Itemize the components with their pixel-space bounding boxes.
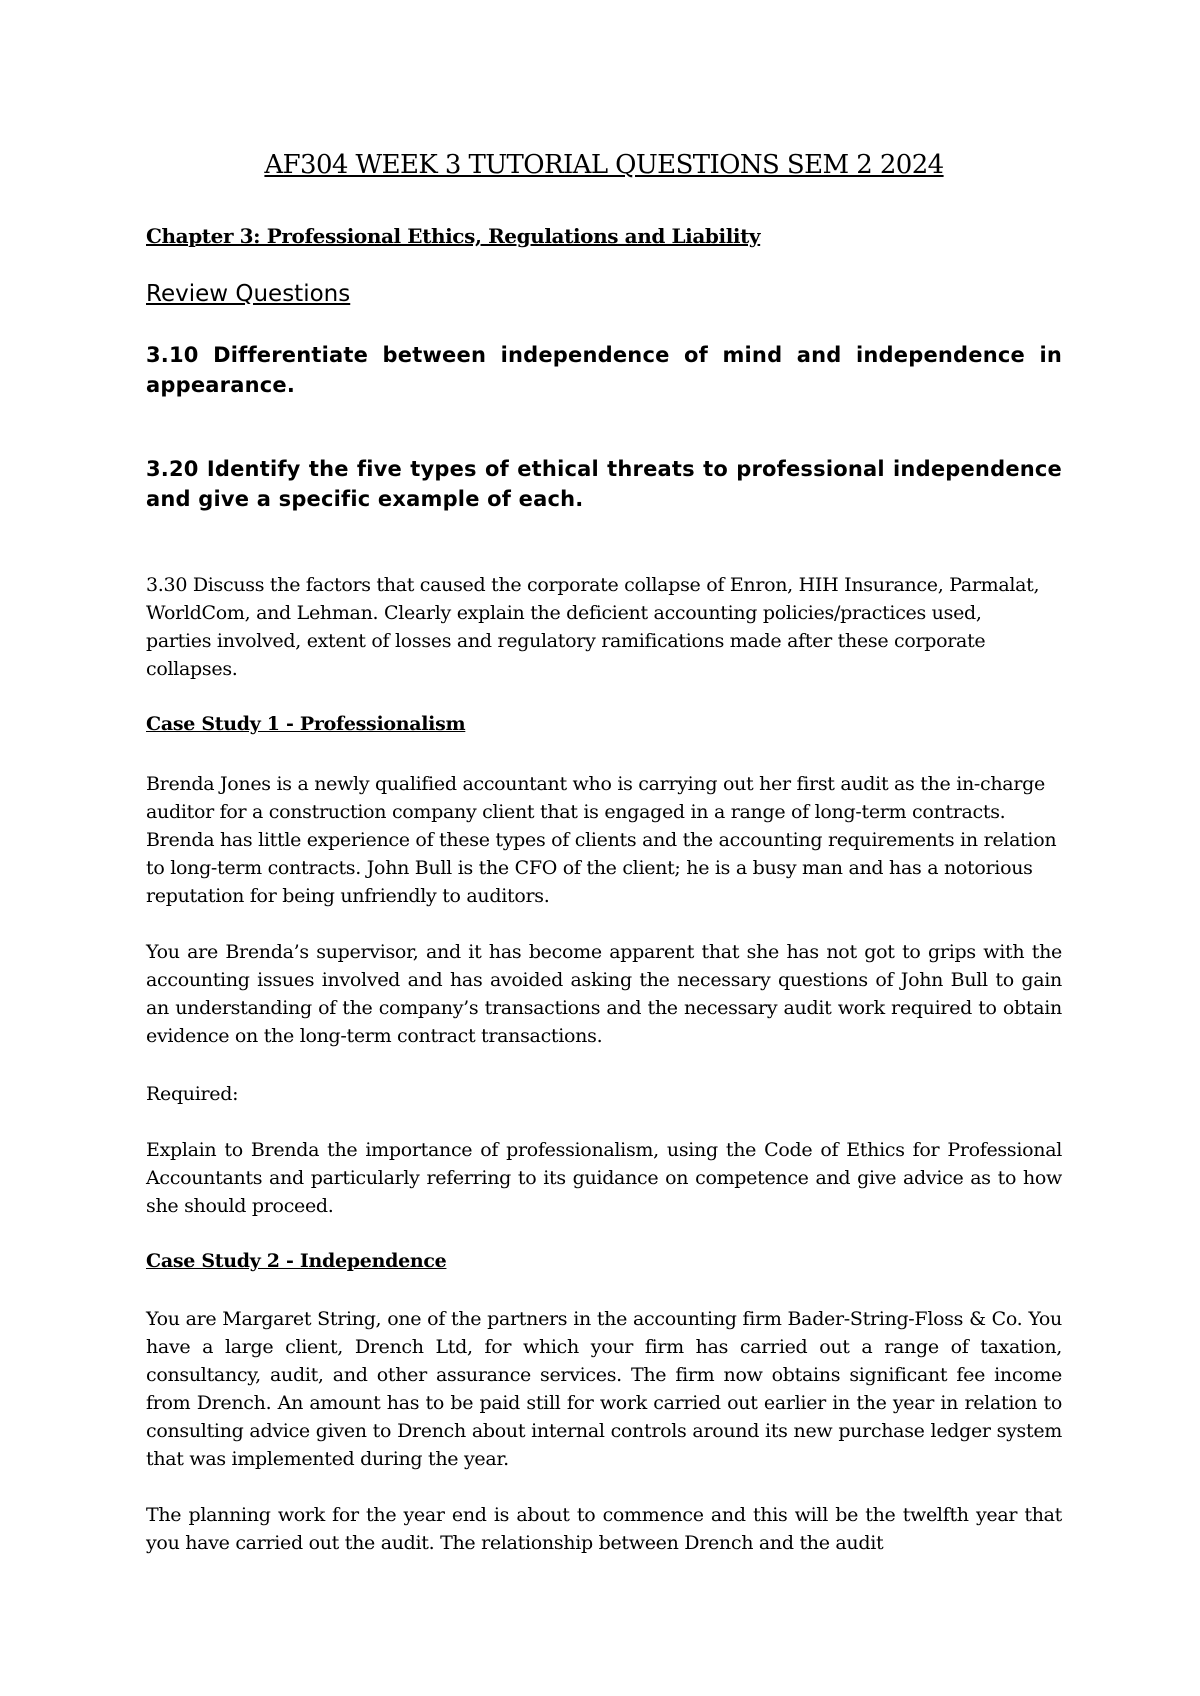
document-title: AF304 WEEK 3 TUTORIAL QUESTIONS SEM 2 2024 xyxy=(264,150,944,180)
chapter-heading: Chapter 3: Professional Ethics, Regulations and Liability xyxy=(146,224,761,248)
question-3-20: 3.20 Identify the five types of ethical threats to professional independence and give a specific example of each. xyxy=(146,457,1062,511)
case-study-1-paragraph-3: Explain to Brenda the importance of professionalism, using the Code of Ethics for Professional Accountants and particularly referring to its guidance on competence and give advice as to how she should proceed. xyxy=(146,1139,1062,1217)
question-3-10: 3.10 Differentiate between independence of mind and independence in appearance. xyxy=(146,343,1062,397)
case-study-1-paragraph-1: Brenda Jones is a newly qualified accountant who is carrying out her first audit as the in-charge auditor for a construction company client that is engaged in a range of long-term contracts. Brenda has little experience of these types of clients and the accounting requirements in relation to long-term contracts. John Bull is the CFO of the client; he is a busy man and has a notorious reputation for being unfriendly to auditors. xyxy=(146,773,1057,907)
case-study-2-paragraph-2: The planning work for the year end is about to commence and this will be the twelfth year that you have carried out the audit. The relationship between Drench and the audit xyxy=(146,1504,1062,1554)
question-3-30: 3.30 Discuss the factors that caused the corporate collapse of Enron, HIH Insurance, Parmalat, WorldCom, and Lehman. Clearly explain the deficient accounting policies/practices used, parties involved, extent of losses and regulatory ramifications made after these corporate collapses. xyxy=(146,574,1040,680)
case-study-1-paragraph-2: You are Brenda’s supervisor, and it has become apparent that she has not got to grips with the accounting issues involved and has avoided asking the necessary questions of John Bull to gain an understanding of the company’s transactions and the necessary audit work required to obtain evidence on the long-term contract transactions. xyxy=(146,941,1062,1047)
case-study-2-heading: Case Study 2 - Independence xyxy=(146,1250,447,1272)
case-study-2-paragraph-1: You are Margaret String, one of the partners in the accounting firm Bader-String-Floss & Co. You have a large client, Drench Ltd, for which your firm has carried out a range of taxation, consultancy, audit, and other assurance services. The firm now obtains significant fee income from Drench. An amount has to be paid still for work carried out earlier in the year in relation to consulting advice given to Drench about internal controls around its new purchase ledger system that was implemented during the year. xyxy=(146,1308,1062,1470)
case-study-1-required-label: Required: xyxy=(146,1083,239,1105)
case-study-1-heading: Case Study 1 - Professionalism xyxy=(146,713,466,735)
review-questions-heading: Review Questions xyxy=(146,281,351,307)
